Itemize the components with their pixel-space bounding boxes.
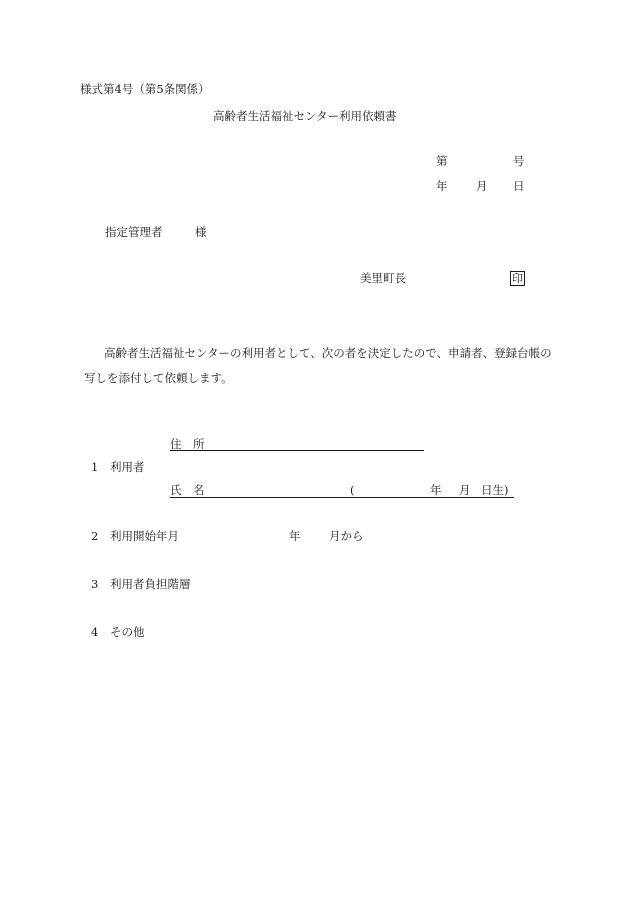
date-month: 月 xyxy=(476,179,488,193)
doc-number-prefix: 第 xyxy=(436,154,448,168)
date-year: 年 xyxy=(436,179,448,193)
birth-month: 月 xyxy=(459,483,471,497)
item-2-label: 利用開始年月 xyxy=(110,529,179,543)
item-4-label: その他 xyxy=(110,625,145,639)
name-label: 氏 名 xyxy=(170,483,205,497)
document-title: 高齢者生活福祉センター利用依頼書 xyxy=(213,109,397,123)
item-3-number: 3 xyxy=(91,577,99,591)
sender-name: 美里町長 xyxy=(360,271,406,285)
item-2-number: 2 xyxy=(91,529,99,543)
date-day: 日 xyxy=(513,179,525,193)
seal-text: 印 xyxy=(512,272,523,285)
start-month-from: 月から xyxy=(329,529,364,543)
address-label: 住 所 xyxy=(170,437,205,451)
item-4-number: 4 xyxy=(91,625,99,639)
doc-number-suffix: 号 xyxy=(513,154,525,168)
addressee-name: 指定管理者 xyxy=(105,225,163,239)
address-line xyxy=(170,450,424,451)
body-paragraph: 高齢者生活福祉センターの利用者として、次の者を決定したので、申請者、登録台帳の写しを添付して依頼します。 xyxy=(84,346,552,385)
name-line xyxy=(170,497,514,498)
item-1-number: 1 xyxy=(91,460,99,474)
item-3-label: 利用者負担階層 xyxy=(110,577,191,591)
birth-year: 年 xyxy=(430,483,442,497)
seal-mark xyxy=(510,271,525,286)
start-year: 年 xyxy=(289,529,301,543)
form-number: 様式第4号（第5条関係） xyxy=(80,82,210,96)
addressee-honorific: 様 xyxy=(195,225,207,239)
item-1-label: 利用者 xyxy=(110,460,145,474)
birth-day: 日生) xyxy=(481,483,509,497)
birth-open-paren: ( xyxy=(350,483,355,497)
